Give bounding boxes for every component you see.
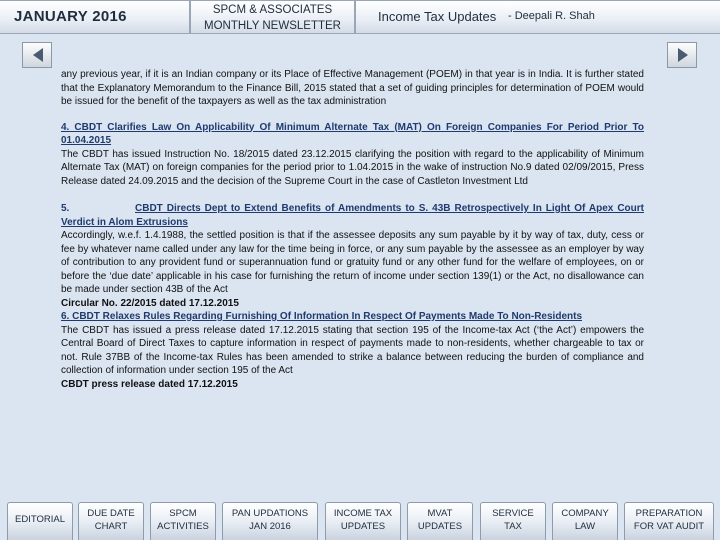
tab-spcm-activities[interactable] — [150, 502, 216, 540]
item-5-number: 5. — [61, 203, 70, 214]
item-5-heading-line — [61, 202, 644, 229]
brand-subtitle: MONTHLY NEWSLETTER — [204, 20, 341, 32]
tab-pan-updations[interactable] — [222, 502, 318, 540]
tab-label: DUE DATE — [87, 508, 135, 519]
tab-label: PREPARATION — [635, 508, 703, 519]
arrow-right-icon — [673, 46, 693, 64]
tab-label: TAX — [504, 520, 522, 532]
tab-label: FOR VAT AUDIT — [633, 520, 705, 532]
item-6-body: The CBDT has issued a press release dated 17.12.2015 stating that section 195 of the Income-tax Act (‘the Act’) empowers the Central Board of Direct Taxes to capture information in respect of payments made to non-residents, whether chargeable to tax or not. Rule 37BB of the Income-tax Rules has been amended to strike a balance between reducing the burden of compliance and collection of information under section 195 of the Act — [61, 324, 644, 376]
tab-editorial[interactable] — [7, 502, 73, 540]
tab-label: UPDATES — [340, 520, 386, 532]
next-page-button[interactable] — [667, 42, 697, 68]
item-5-reference: Circular No. 22/2015 dated 17.12.2015 — [61, 297, 239, 309]
tab-label: UPDATES — [417, 520, 463, 532]
topic-box — [355, 0, 720, 34]
tab-label: LAW — [574, 520, 596, 532]
tab-company-law[interactable] — [552, 502, 618, 540]
item-6-heading[interactable]: 6. CBDT Relaxes Rules Regarding Furnishing Of Information In Respect Of Payments Made To Non-Residents — [61, 311, 583, 322]
tab-label: CHART — [94, 520, 128, 532]
tab-label: SPCM — [169, 508, 197, 519]
tab-due-date-chart[interactable] — [78, 502, 144, 540]
tab-label: JAN 2016 — [249, 520, 291, 532]
item-5-body: Accordingly, w.e.f. 1.4.1988, the settled position is that if the assessee deposits any sum payable by it by way of tax, duty, cess or fee by whatever name called under any law for the time being in force, or any sum payable by the assessee as an employer by way of contribution to any provident fund or superannuation fund or gratuity fund or any other fund for the welfare of employees, on or before the ‘due date’ applicable in his case for furnishing the return of income under section 139(1) or the Act, no disallowance can be made under section 43B of the Act — [61, 230, 644, 295]
article-body — [61, 68, 644, 391]
item-4-heading[interactable]: 4. CBDT Clarifies Law On Applicability Of Minimum Alternate Tax (MAT) On Foreign Companies For Period Prior To 01.04.2015 — [61, 121, 644, 146]
brand-box — [190, 0, 355, 34]
section-author: - Deepali R. Shah — [508, 10, 595, 22]
item-5-heading[interactable]: CBDT Directs Dept to Extend Benefits of Amendments to S. 43B Retrospectively In Light Of Apex Court Verdict in Alom Extrusions — [61, 203, 644, 228]
tab-label: ACTIVITIES — [157, 520, 209, 532]
newsletter-header — [0, 0, 720, 34]
issue-month: JANUARY 2016 — [14, 8, 127, 25]
item-4-body: The CBDT has issued Instruction No. 18/2015 dated 23.12.2015 clarifying the position with regard to the applicability of Minimum Alternate Tax (MAT) on foreign companies for the period prior to 1.04.2015 in the wake of instruction No.9 dated 02/09/2015, Press Release dated 24.09.2015 and the decision of the Supreme Court in the case of Castleton Investment Ltd — [61, 148, 644, 187]
tab-preparation-for-vat-audit[interactable] — [624, 502, 714, 540]
arrow-left-icon — [28, 46, 48, 64]
item-6-reference: CBDT press release dated 17.12.2015 — [61, 378, 238, 390]
section-title: Income Tax Updates — [378, 9, 497, 24]
tab-service-tax[interactable] — [480, 502, 546, 540]
section-nav-bar — [0, 496, 720, 540]
tab-label: PAN UPDATIONS — [231, 508, 309, 519]
tab-label: SERVICE — [492, 508, 534, 519]
previous-page-button[interactable] — [22, 42, 52, 68]
tab-mvat-updates[interactable] — [407, 502, 473, 540]
tab-income-tax-updates[interactable] — [325, 502, 401, 540]
tab-label: EDITORIAL — [15, 514, 65, 525]
issue-month-box — [0, 0, 190, 34]
tab-label: COMPANY — [561, 508, 609, 519]
tab-label: MVAT — [427, 508, 453, 519]
brand-name: SPCM & ASSOCIATES — [212, 4, 333, 16]
intro-paragraph: any previous year, if it is an Indian company or its Place of Effective Management (POEM) in that year is in India. It is further stated that the Explanatory Memorandum to the Finance Bill, 2015 stated that a set of guiding principles for determination of POEM would be issued for the benefit of the taxpayers as well as the tax administration — [61, 69, 644, 107]
tab-label: INCOME TAX — [333, 508, 393, 519]
